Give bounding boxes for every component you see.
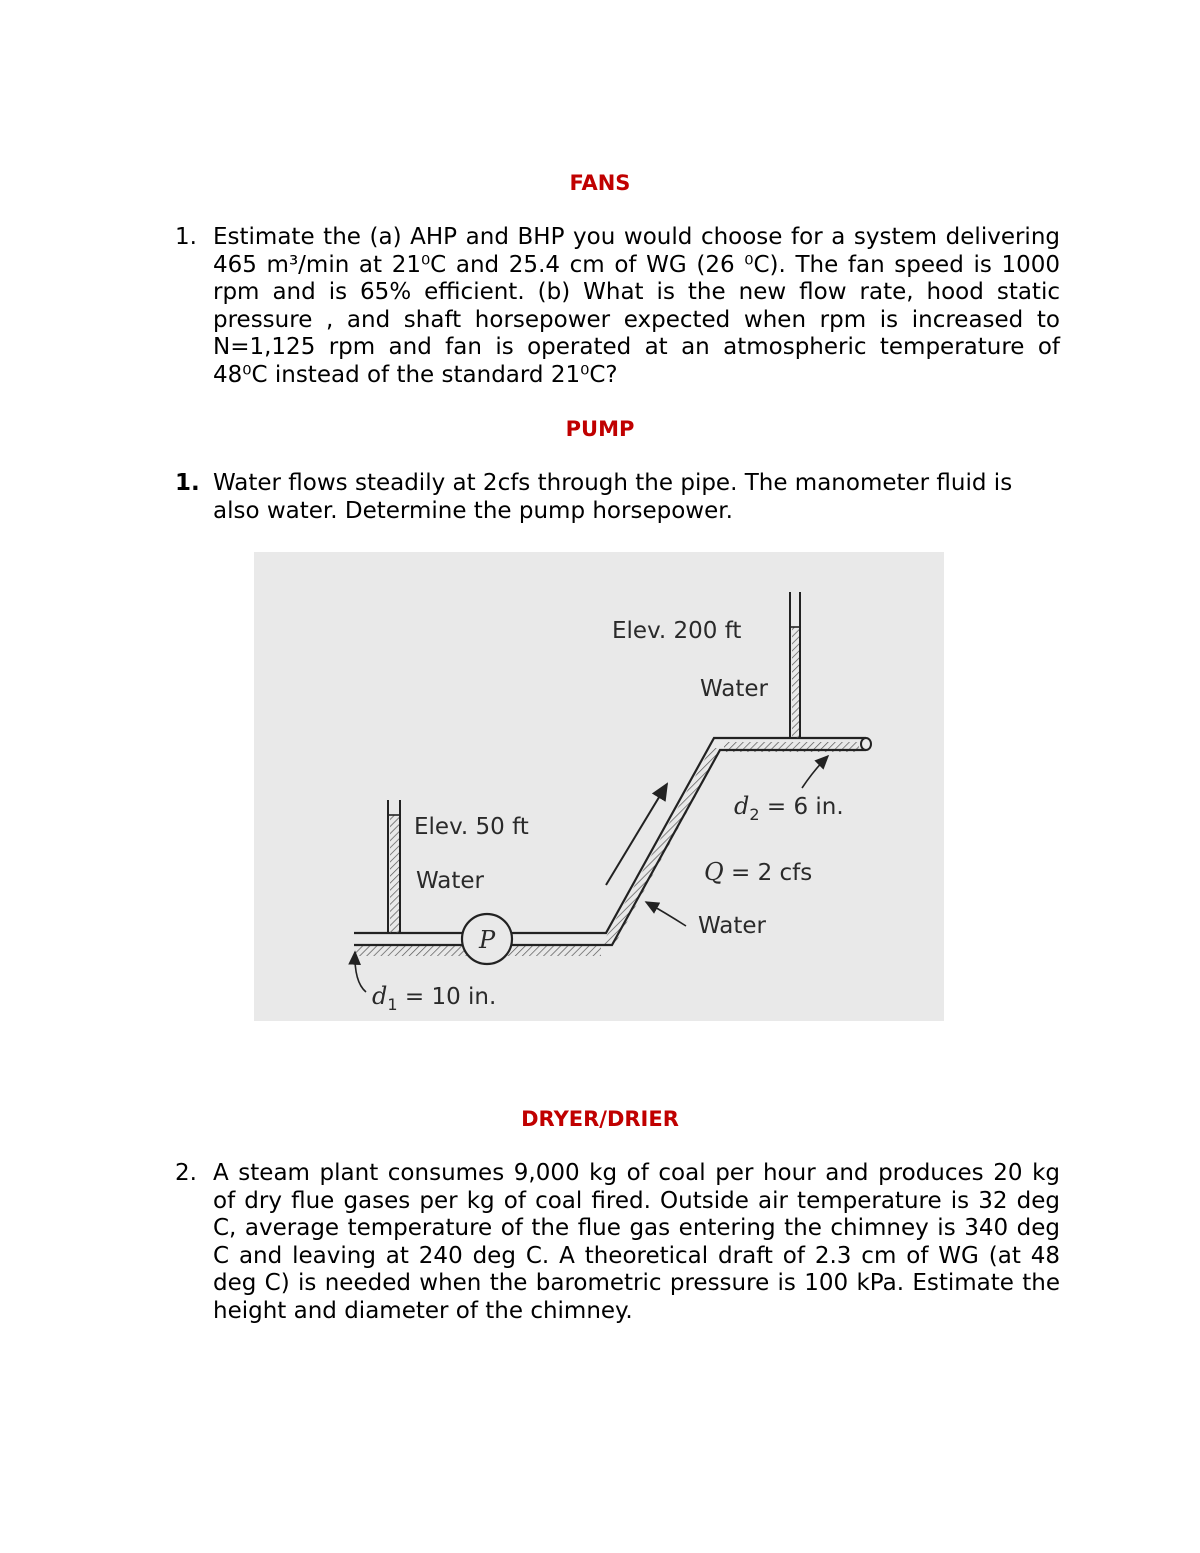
- elev-200-label: Elev. 200 ft: [612, 618, 742, 644]
- fans-problem-number: 1.: [175, 224, 197, 250]
- pump-problem: [175, 470, 1060, 525]
- pump-heading: PUMP: [565, 417, 635, 441]
- fans-problem-text: Estimate the (a) AHP and BHP you would choose for a system delivering 465 m³/min at 21⁰C and 25.4 cm of WG (26 ⁰C). The fan speed is 1000 rpm and is 65% efficient. (b) What is the new flow rate, hood static pressure , and shaft horsepower expected when rpm is increased to N=1,125 rpm and fan is operated at an atmospheric temperature of 48⁰C instead of the standard 21⁰C?: [213, 224, 1060, 388]
- water-pipe-label: Water: [698, 913, 766, 939]
- d1-label: d1 = 10 in.: [372, 982, 497, 1014]
- pump-problem-number: 1.: [175, 470, 200, 496]
- q-label: Q = 2 cfs: [704, 858, 813, 886]
- d2-leader: [802, 756, 828, 788]
- pipe: [354, 738, 871, 945]
- fans-heading: FANS: [569, 171, 631, 195]
- ground-hatching: [356, 742, 859, 956]
- d2-label: d2 = 6 in.: [734, 792, 844, 824]
- dryer-problem-number: 2.: [175, 1160, 197, 1186]
- water-high-label: Water: [700, 676, 768, 702]
- fans-problem: [175, 224, 1060, 389]
- pump-label: P: [479, 926, 496, 954]
- flow-arrow: [606, 784, 667, 885]
- dryer-problem: [175, 1160, 1060, 1325]
- d1-leader: [355, 952, 366, 992]
- water-leader: [646, 902, 686, 926]
- elev-50-label: Elev. 50 ft: [414, 814, 529, 840]
- left-manometer: [388, 800, 400, 933]
- pump-problem-text: Water flows steadily at 2cfs through the pipe. The manometer fluid is also water. Determine the pump horsepower.: [213, 470, 1013, 524]
- right-manometer: [790, 592, 800, 738]
- dryer-problem-text: A steam plant consumes 9,000 kg of coal per hour and produces 20 kg of dry flue gases per kg of coal fired. Outside air temperature is 32 deg C, average temperature of the flue gas entering the chimney is 340 deg C and leaving at 240 deg C. A theoretical draft of 2.3 cm of WG (at 48 deg C) is needed when the barometric pressure is 100 kPa. Estimate the height and diameter of the chimney.: [213, 1160, 1060, 1324]
- pump-pipe-figure: [254, 552, 944, 1021]
- dryer-heading: DRYER/DRIER: [521, 1107, 679, 1131]
- water-low-label: Water: [416, 868, 484, 894]
